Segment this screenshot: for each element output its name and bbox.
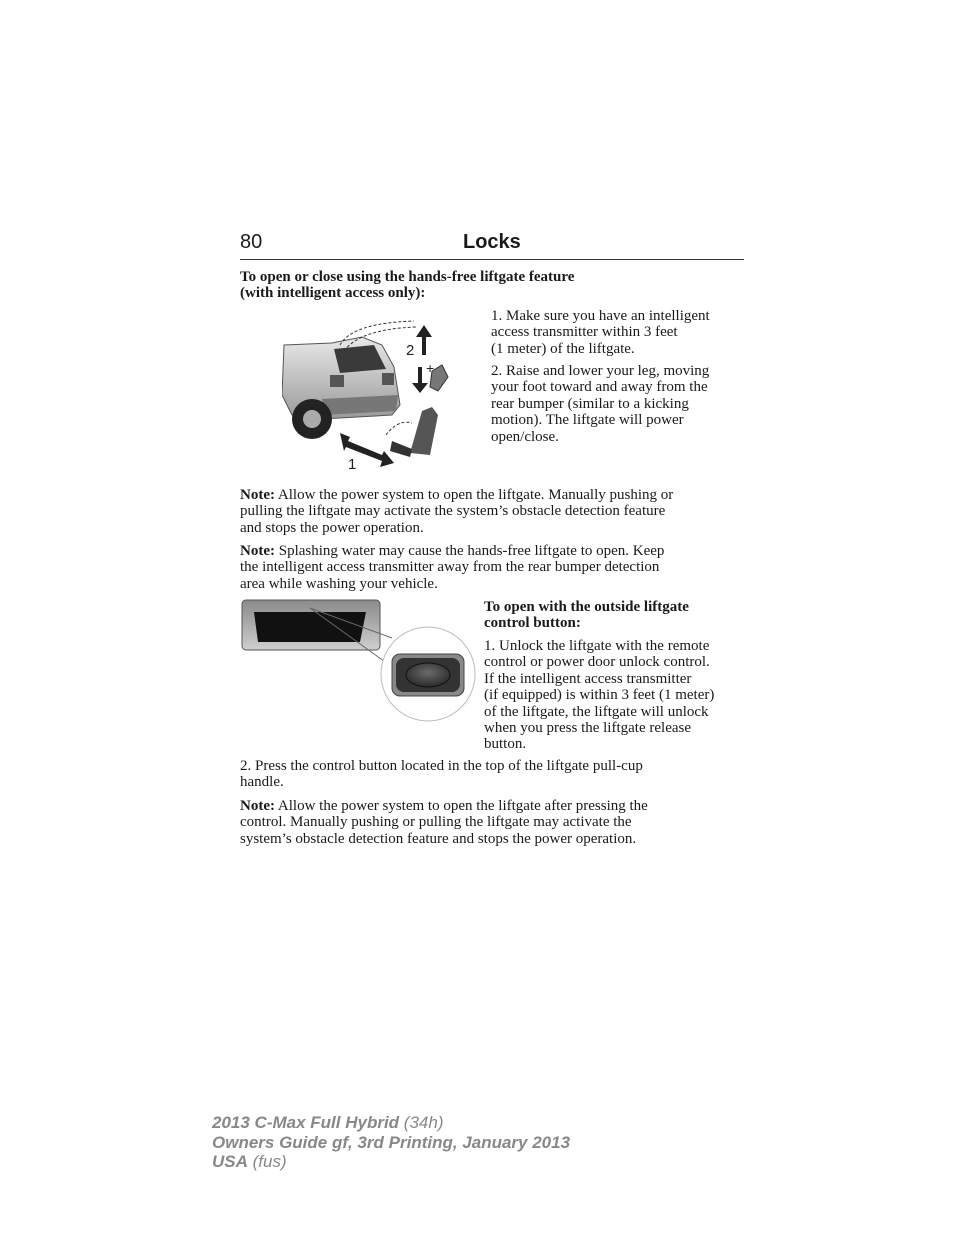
section1-step-1: 1. Make sure you have an intelligent access transmitter within 3 feet (1 meter) of the liftgate. [491,308,710,357]
section2-heading: To open with the outside liftgate control button: [484,599,689,632]
hands-free-liftgate-illustration [282,315,462,475]
note-splashing-water: Note: Splashing water may cause the hands-free liftgate to open. Keep the intelligent access transmitter away from the rear bumper detection area while washing your vehicle. [240,543,665,592]
section2-step-2: 2. Press the control button located in the top of the liftgate pull-cup handle. [240,758,643,791]
section-title: Locks [463,231,521,253]
liftgate-control-button-illustration [240,598,476,724]
note-power-system: Note: Allow the power system to open the liftgate. Manually pushing or pulling the liftgate may activate the system’s obstacle detection feature and stops the power operation. [240,487,674,536]
document-footer: 2013 C-Max Full Hybrid (34h) Owners Guide gf, 3rd Printing, January 2013 USA (fus) [212,1113,571,1171]
header-rule [240,259,744,260]
note-after-pressing-control: Note: Allow the power system to open the liftgate after pressing the control. Manually pushing or pulling the liftgate may activate the system’s obstacle detection feature and stops the power operation. [240,798,648,847]
section1-heading: To open or close using the hands-free liftgate feature (with intelligent access only): [240,269,575,302]
section1-step-2: 2. Raise and lower your leg, moving your foot toward and away from the rear bumper (similar to a kicking motion). The liftgate will power open/close. [491,363,710,445]
figure-label-2: 2 [406,342,415,359]
svg-text:+: + [426,360,435,376]
page-number: 80 [240,231,263,253]
section2-step-1: 1. Unlock the liftgate with the remote control or power door unlock control. If the intelligent access transmitter (if equipped) is within 3 feet (1 meter) of the liftgate, the liftgate will unlock when you press the liftgate release button. [484,638,715,753]
figure-label-1: 1 [348,456,357,473]
